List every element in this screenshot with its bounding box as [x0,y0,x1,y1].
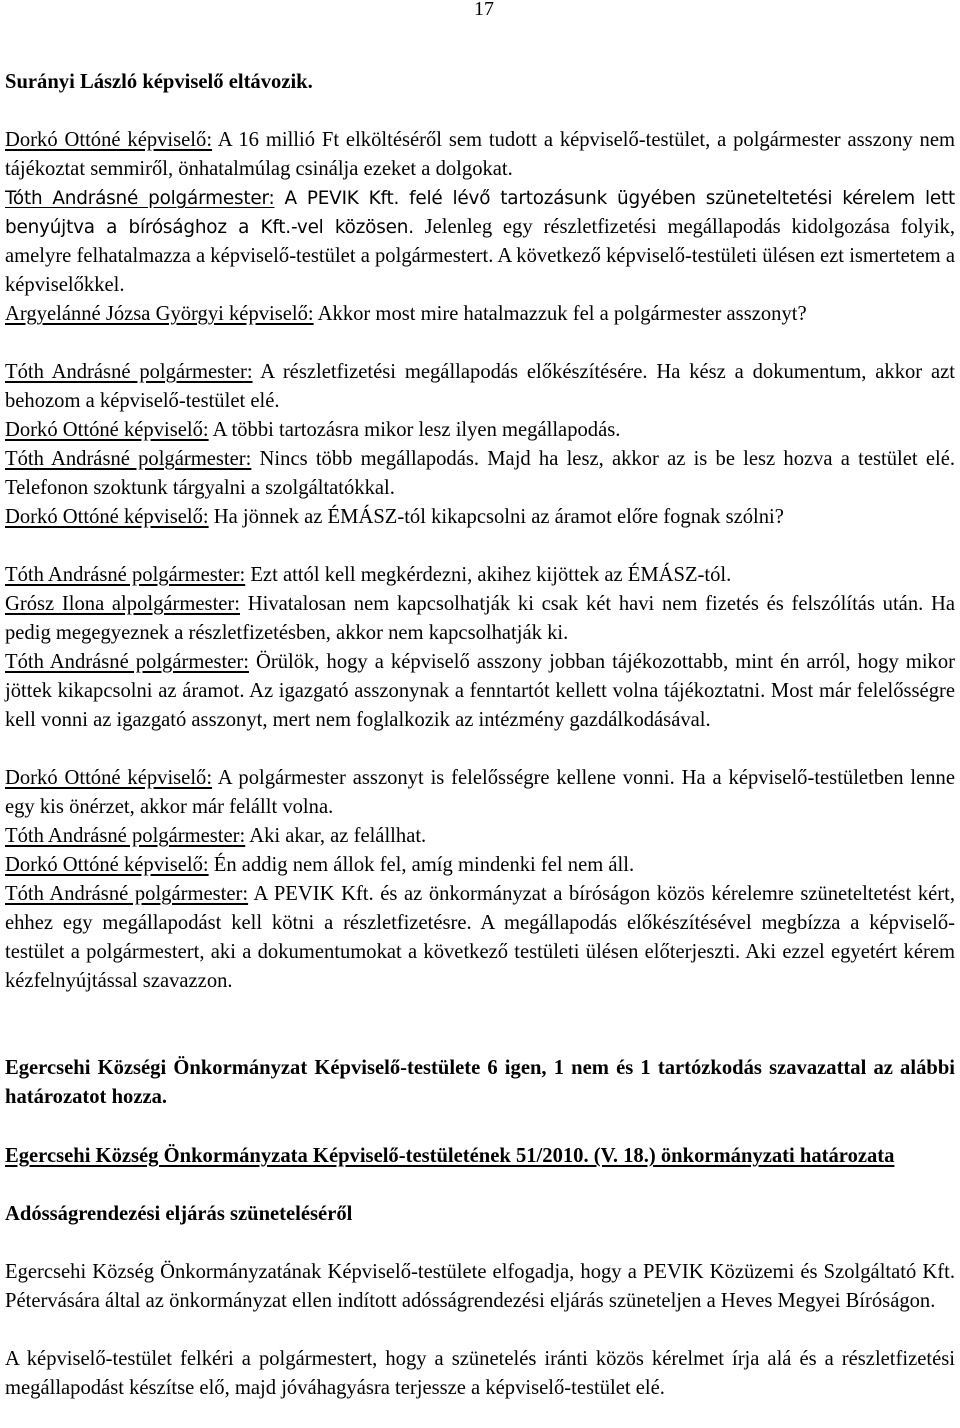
minutes-paragraph [5,590,955,648]
speech-text: Ha jönnek az ÉMÁSZ-tól kikapcsolni az áramot előre fognak szólni? [208,506,784,528]
resolution-subject: Adósságrendezési eljárás szüneteléséről [5,1203,353,1225]
minutes-paragraph [5,503,955,532]
minutes-paragraph [5,184,955,300]
speaker-label: Tóth Andrásné polgármester: [5,448,252,470]
speaker-label: Tóth Andrásné polgármester: [5,361,253,383]
departure-note: Surányi László képviselő eltávozik. [5,71,313,93]
speaker-label: Dorkó Ottóné képviselő: [5,419,209,441]
minutes-paragraph [5,561,955,590]
minutes-paragraph [5,445,955,503]
speaker-label: Argyelánné Józsa Györgyi képviselő: [5,303,314,325]
speech-text: Én addig nem állok fel, amíg mindenki fel nem áll. [208,854,635,876]
speech-text: A részletfizetési megállapodás előkészítésére. Ha kész a dokumentum, akkor azt behozom a képviselő-testület elé. [5,361,955,412]
speaker-label: Tóth Andrásné polgármester: [5,188,275,209]
minutes-paragraph [5,126,955,184]
minutes-paragraph [5,880,955,996]
speaker-label: Dorkó Ottóné képviselő: [5,129,213,151]
speaker-label: Tóth Andrásné polgármester: [5,825,246,847]
minutes-paragraph [5,764,955,822]
speech-text: A polgármester asszonyt is felelősségre kellene vonni. Ha a képviselő-testületben lenne egy kis önérzet, akkor már felállt volna. [5,767,955,818]
speaker-label: Dorkó Ottóné képviselő: [5,506,209,528]
vote-result: Egercsehi Községi Önkormányzat Képviselő-testülete 6 igen, 1 nem és 1 tartózkodás szavazattal az alábbi határozatot hozza. [5,1057,955,1108]
speaker-label: Tóth Andrásné polgármester: [5,651,249,673]
speaker-label: Grósz Ilona alpolgármester: [5,593,241,615]
speech-text: Hivatalosan nem kapcsolhatják ki csak két havi nem fizetés és felszólítás után. Ha pedig megegyeznek a részletfizetésben, akkor nem kapcsolhatják ki. [5,593,955,644]
minutes-paragraph [5,416,955,445]
minutes-paragraph [5,358,955,416]
speech-text: A PEVIK Kft. felé lévő tartozásunk ügyében szüneteltetési kérelem lett benyújtva a bírósághoz a Kft.-vel közösen. [5,188,955,238]
minutes-paragraph [5,648,955,735]
speech-text: Aki akar, az felállhat. [245,825,427,847]
resolution-body: Egercsehi Község Önkormányzatának Képviselő-testülete elfogadja, hogy a PEVIK Közüzemi és Szolgáltató Kft. Pétervására által az önkormányzat ellen indított adósságrendezési eljárás szüneteljen a Heves Megyei Bíróságon. [5,1261,955,1312]
page-number: 17 [474,0,494,20]
speech-text: Nincs több megállapodás. Majd ha lesz, akkor az is be lesz hozva a testület elé. Telefonon szoktunk tárgyalni a szolgáltatókkal. [5,448,955,499]
speech-text: Örülök, hogy a képviselő asszony jobban tájékozottabb, mint én arról, hogy mikor jöttek kikapcsolni az áramot. Az igazgató asszonynak a fenntartót kellett volna tájékoztatni. Most már felelősségre kell vonni az igazgató asszonyt, mert nem foglalkozik az intézmény gazdálkodásával. [5,651,955,731]
minutes-paragraph [5,300,955,329]
speech-text: A PEVIK Kft. és az önkormányzat a bíróságon közös kérelemre szüneteltetést kért, ehhez egy megállapodást kell kötni a részletfizetésre. A megállapodás előkészítésével megbízza a képviselő-testület a polgármestert, aki a dokumentumokat a következő testületi ülésen előterjeszti. Aki ezzel egyetért kérem kézfelnyújtással szavazzon. [5,883,955,992]
speaker-label: Tóth Andrásné polgármester: [5,883,249,905]
speech-text: A többi tartozásra mikor lesz ilyen megállapodás. [208,419,621,441]
speaker-label: Dorkó Ottóné képviselő: [5,854,209,876]
speech-text: Ezt attól kell megkérdezni, akihez kijöttek az ÉMÁSZ-tól. [245,564,732,586]
minutes-paragraph [5,822,955,851]
speech-text: Akkor most mire hatalmazzuk fel a polgármester asszonyt? [313,303,807,325]
resolution-body: A képviselő-testület felkéri a polgármestert, hogy a szünetelés iránti közös kérelmet írja alá és a részletfizetési megállapodást készítse elő, majd jóváhagyásra terjessze a képviselő-testület elé. [5,1348,955,1399]
speaker-label: Dorkó Ottóné képviselő: [5,767,213,789]
minutes-paragraph [5,851,955,880]
resolution-title: Egercsehi Község Önkormányzata Képviselő-testületének 51/2010. (V. 18.) önkormányzati határozata [5,1145,895,1167]
speaker-label: Tóth Andrásné polgármester: [5,564,246,586]
speech-text: Jelenleg egy részletfizetési megállapodás kidolgozása folyik, amelyre felhatalmazza a képviselő-testület a polgármestert. A következő képviselő-testületi ülésen ezt ismertetem a képviselőkkel. [5,216,955,296]
speech-text: A 16 millió Ft elköltéséről sem tudott a képviselő-testület, a polgármester asszony nem tájékoztat semmiről, önhatalmúlag csinálja ezeket a dolgokat. [5,129,955,180]
